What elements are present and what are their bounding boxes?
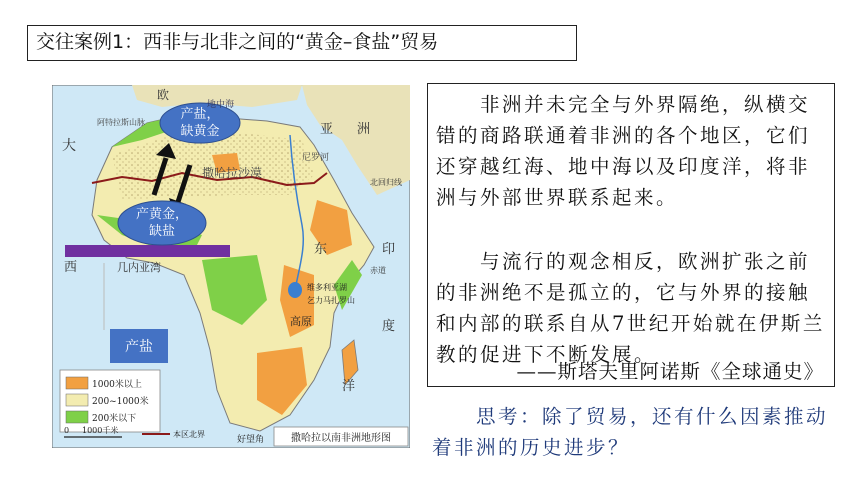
label-nile: 尼罗河 bbox=[302, 153, 330, 163]
scale-label: 1000千米 bbox=[82, 426, 119, 435]
label-west-guinea: 几内亚湾 bbox=[117, 261, 161, 274]
quote-box bbox=[427, 83, 835, 387]
label-mediterranean: 地中海 bbox=[207, 100, 235, 110]
scale-zero: 0 bbox=[64, 426, 70, 435]
label-yang: 洋 bbox=[342, 379, 356, 394]
north-bubble-line1: 产盐， bbox=[180, 107, 220, 122]
label-equator: 赤道 bbox=[370, 266, 386, 275]
label-kilimanjaro: 乞力马扎罗山 bbox=[307, 296, 355, 305]
legend-swatch-2 bbox=[66, 394, 88, 406]
quote-paragraph-1: 非洲并未完全与外界隔绝，纵横交错的商路联通着非洲的各个地区，它们还穿越红海、地中海以及印度洋，将非洲与外部世界联系起来。 bbox=[436, 93, 811, 209]
label-atlas: 阿特拉斯山脉 bbox=[97, 118, 145, 127]
trade-purple-bar bbox=[65, 245, 230, 257]
quote-paragraph-2: 与流行的观念相反，欧洲扩张之前的非洲绝不是孤立的，它与外界的接触和内部的联系自从7世纪开始就在伊斯兰教的促进下不断发展。 bbox=[436, 250, 825, 366]
legend-label-2: 200~1000米 bbox=[92, 397, 149, 407]
label-victoria: 维多利亚湖 bbox=[307, 283, 347, 292]
label-good-hope: 好望角 bbox=[237, 435, 265, 445]
label-asia-zhou: 洲 bbox=[357, 122, 371, 137]
label-da: 大 bbox=[62, 138, 76, 154]
label-du: 度 bbox=[382, 319, 396, 334]
legend-label-1: 1000米以上 bbox=[92, 380, 142, 390]
south-bubble-line2: 缺盐 bbox=[148, 224, 176, 239]
label-xi: 西 bbox=[64, 260, 78, 275]
legend-swatch-3 bbox=[66, 411, 88, 423]
think-question: 思考：除了贸易，还有什么因素推动着非洲的历史进步？ bbox=[432, 405, 829, 459]
quote-source: ——斯塔夫里阿诺斯《全球通史》 bbox=[516, 360, 824, 383]
south-bubble-line1: 产黄金， bbox=[135, 207, 189, 222]
legend-swatch-1 bbox=[66, 377, 88, 389]
africa-map bbox=[52, 85, 410, 448]
victoria-lake bbox=[288, 282, 302, 298]
map-title: 撒哈拉以南非洲地形图 bbox=[291, 433, 391, 444]
label-plateau: 高原 bbox=[290, 315, 312, 328]
boundary-legend-label: 本区北界 bbox=[173, 430, 205, 439]
label-sahara: 撒哈拉沙漠 bbox=[202, 166, 263, 180]
label-north-tropic: 北回归线 bbox=[370, 178, 402, 187]
north-bubble-line2: 缺黄金 bbox=[180, 124, 220, 139]
map-legend bbox=[60, 370, 160, 432]
label-asia-ya: 亚 bbox=[320, 122, 334, 137]
case-title: 交往案例1：西非与北非之间的“黄金–食盐”贸易 bbox=[27, 25, 577, 61]
label-yin: 印 bbox=[382, 242, 396, 257]
label-dong: 东 bbox=[314, 242, 328, 257]
callout-label: 产盐 bbox=[125, 339, 153, 355]
legend-label-3: 200米以下 bbox=[92, 414, 137, 424]
label-europe: 欧 bbox=[157, 88, 170, 102]
